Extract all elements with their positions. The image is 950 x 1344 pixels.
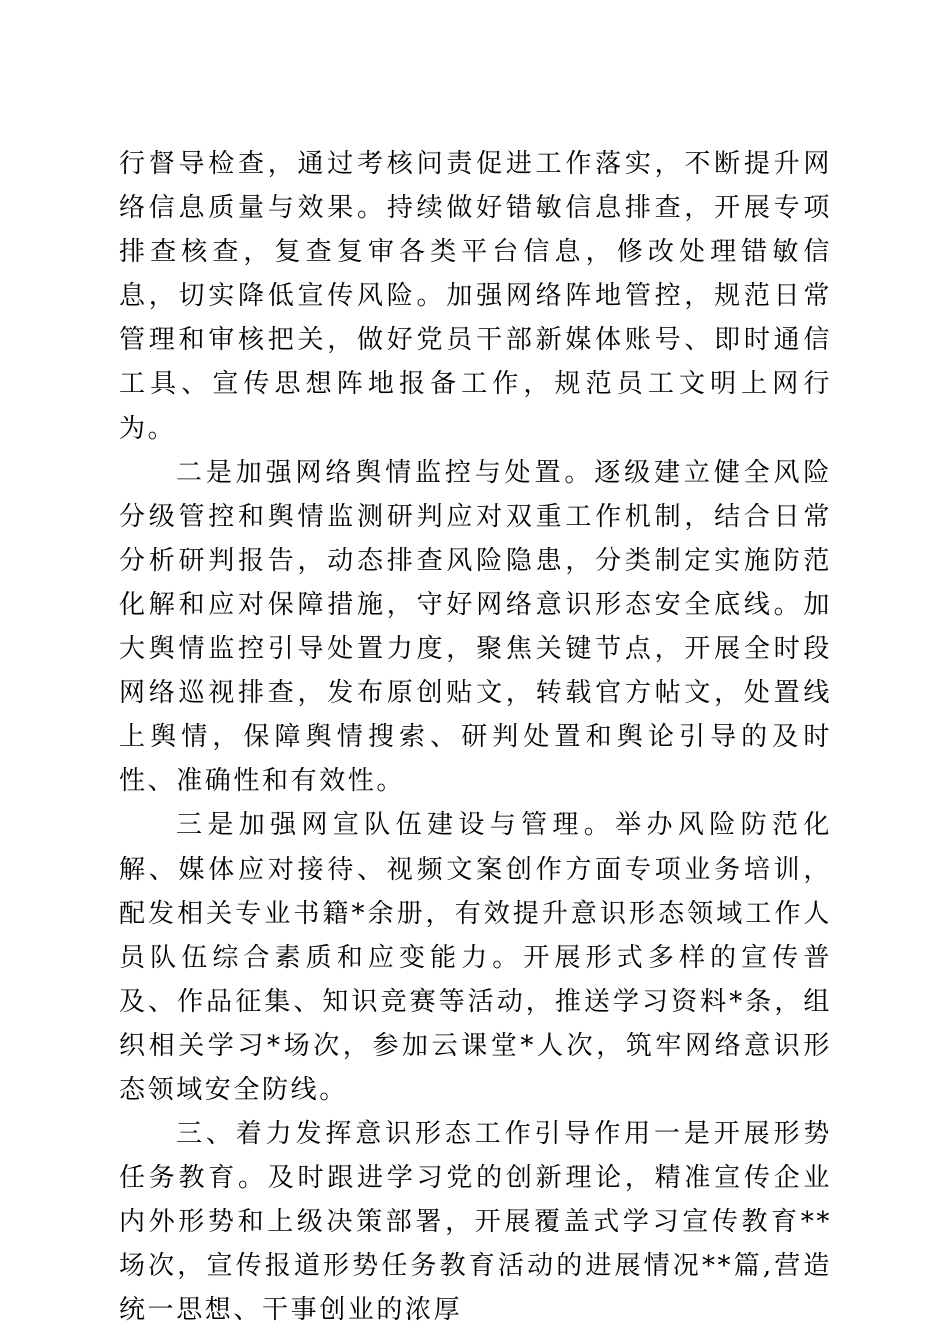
paragraph-public-opinion-monitoring xyxy=(119,451,832,804)
text-line: 导的及时性、准确性和有效性。 xyxy=(119,722,832,797)
text-line: 推送学习资料*条，组织相关学习*场次，参加云课堂*人次，筑 xyxy=(119,986,832,1061)
paragraph-network-team-building xyxy=(119,803,832,1112)
text-line: 牢网络意识形态领域安全防线。 xyxy=(119,1030,832,1105)
text-line: 三、着力发挥意识形态工作引导作用一是开展形势任务教 xyxy=(119,1119,832,1194)
text-line: 焦关键节点，开展全时段网络巡视排查，发布原创贴文，转载 xyxy=(119,634,832,709)
paragraph-network-info-management xyxy=(119,142,832,451)
text-line: 籍*余册，有效提升意识形态领域工作人员队伍综合素质和应变 xyxy=(119,898,832,973)
text-line: 动态排查风险隐患，分类制定实施防范化解和应对保障措施， xyxy=(119,545,832,620)
text-line: 工文明上网行为。 xyxy=(119,369,833,444)
text-line: 质量与效果。持续做好错敏信息排查，开展专项排查核查，复 xyxy=(119,193,832,268)
text-line: 级决策部署，开展覆盖式学习宣传教育**场次，宣传报道形势 xyxy=(119,1207,832,1282)
text-line: 官方帖文，处置线上舆情，保障舆情搜索、研判处置和舆论引 xyxy=(119,678,832,753)
text-line: 查复审各类平台信息，修改处理错敏信息，切实降低宣传风险。 xyxy=(119,237,832,312)
text-line: 二是加强网络舆情监控与处置。逐级建立健全风险分级管 xyxy=(119,457,832,532)
paragraph-ideology-guidance xyxy=(119,1112,832,1332)
document-body xyxy=(119,142,832,1333)
text-line: 三是加强网宣队伍建设与管理。举办风险防范化解、媒体 xyxy=(119,810,832,885)
text-line: 行督导检查，通过考核问责促进工作落实，不断提升网络信息 xyxy=(119,149,832,224)
text-line: 育。及时跟进学习党的创新理论，精准宣传企业内外形势和上 xyxy=(119,1163,832,1238)
text-line: 加强网络阵地管控，规范日常管理和审核把关，做好党员干部 xyxy=(119,281,832,356)
text-line: 守好网络意识形态安全底线。加大舆情监控引导处置力度，聚 xyxy=(119,589,832,665)
text-line: 应对接待、视频文案创作方面专项业务培训，配发相关专业书 xyxy=(119,854,832,929)
text-line: 能力。开展形式多样的宣传普及、作品征集、知识竞赛等活动， xyxy=(119,942,832,1017)
text-line: 控和舆情监测研判应对双重工作机制，结合日常分析研判报告， xyxy=(119,501,832,576)
text-line: 任务教育活动的进展情况**篇,营造统一思想、干事创业的浓厚 xyxy=(119,1251,832,1326)
text-line: 新媒体账号、即时通信工具、宣传思想阵地报备工作，规范员 xyxy=(119,325,832,400)
